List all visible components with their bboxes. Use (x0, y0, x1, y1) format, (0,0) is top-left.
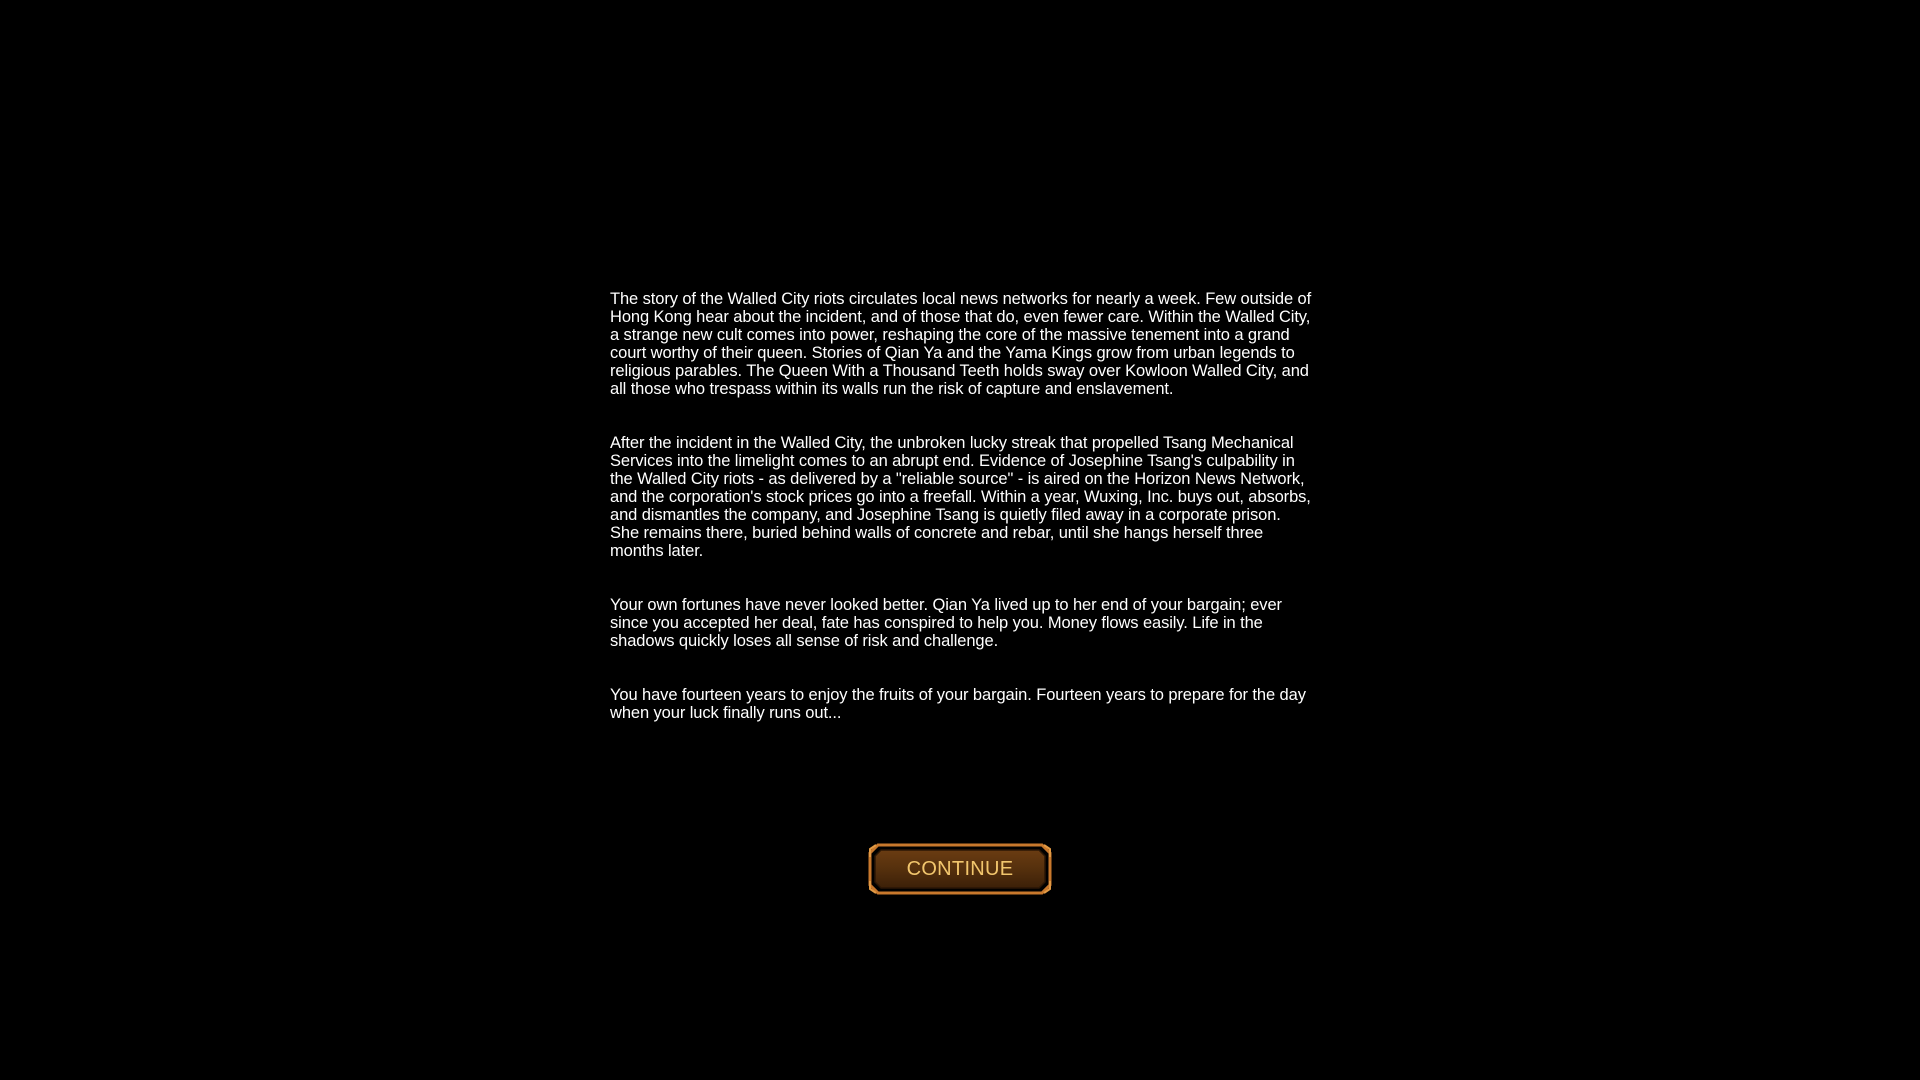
epilogue-paragraph-2: After the incident in the Walled City, the unbroken lucky streak that propelled Tsang Mechanical Services into the limelight comes to an abrupt end. Evidence of Josephine Tsang's culpability in the Walled City riots - as delivered by a "reliable source" - is aired on the Horizon News Network, and the corporation's stock prices go into a freefall. Within a year, Wuxing, Inc. buys out, absorbs, and dismantles the company, and Josephine Tsang is quietly filed away in a corporate prison. She remains there, buried behind walls of concrete and rebar, until she hangs herself three months later. (610, 434, 1311, 560)
continue-button-label: CONTINUE (906, 858, 1014, 880)
epilogue-paragraph-1: The story of the Walled City riots circulates local news networks for nearly a week. Few outside of Hong Kong hear about the incident, and of those that do, even fewer care. Within the Walled City, a strange new cult comes into power, reshaping the core of the massive tenement into a grand court worthy of their queen. Stories of Qian Ya and the Yama Kings grow from urban legends to religious parables. The Queen With a Thousand Teeth holds sway over Kowloon Walled City, and all those who trespass within its walls run the risk of capture and enslavement. (610, 290, 1312, 398)
epilogue-text (610, 290, 1314, 758)
epilogue-paragraph-3: Your own fortunes have never looked better. Qian Ya lived up to her end of your bargain; ever since you accepted her deal, fate has conspired to help you. Money flows easily. Life in the shadows quickly loses all sense of risk and challenge. (610, 596, 1282, 650)
epilogue-paragraph-4: You have fourteen years to enjoy the fruits of your bargain. Fourteen years to prepare for the day when your luck finally runs out... (610, 686, 1306, 722)
continue-button[interactable] (868, 843, 1052, 895)
